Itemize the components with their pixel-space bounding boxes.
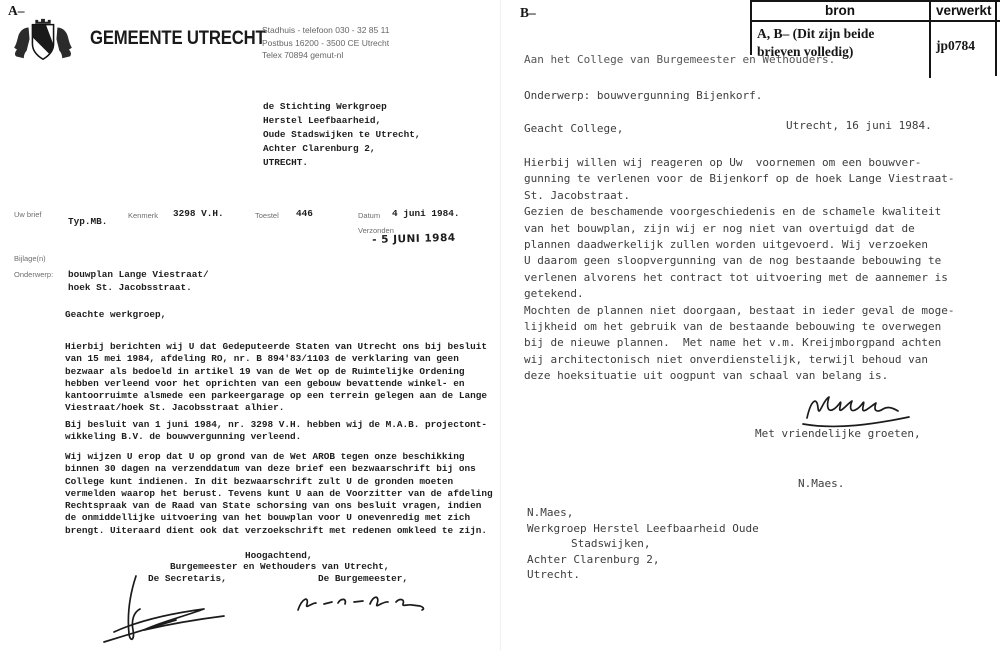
onderwerp-label: Onderwerp: (14, 270, 54, 279)
secretaris-signature (100, 572, 265, 647)
text-line: van het bouwplan, zijn wij er nog niet van overtuigd dat de (524, 221, 915, 235)
text-line: College kunt indienen. In dit bezwaarschrift zult U de gronden moeten (65, 475, 454, 487)
text-line: Wij wijzen U erop dat U op grond van de Wet AROB tegen onze beschikking (65, 451, 465, 462)
text-line: de onmiddellijke uitvoering van het bouwplan voor U onevenredig met zich (65, 512, 471, 524)
text-line: Oude Stadswijken te Utrecht, (263, 129, 421, 140)
typist-reference: Typ.MB. (68, 216, 108, 227)
table-right-border (995, 0, 997, 76)
text-line: A, B– (Dit zijn beide (757, 26, 875, 41)
text-line: Rechtspraak van de Raad van State schorsing van ons besluit vragen, indien (65, 500, 482, 512)
text-line: Utrecht. (527, 568, 580, 581)
text-line: kantoorruimte alsmede een parkeergarage op een terrein gelegen aan de Lange (65, 390, 487, 402)
text-line: Viestraat/hoek St. Jacobsstraat alhier. (65, 402, 285, 414)
text-line: Gezien de beschamende voorgeschiedenis en de schamele kwaliteit (524, 205, 942, 219)
recipient-address-block (263, 100, 421, 170)
text-line: vermelden waarop het berust. Tevens kunt U aan de Voorzitter van de afdeling (65, 487, 493, 499)
dateline: Utrecht, 16 juni 1984. (786, 119, 932, 132)
sender-org-name: GEMEENTE UTRECHT (90, 28, 266, 49)
text-line: hebben verleend voor het oprichten van een gebouw bevattende winkel- en (65, 377, 465, 389)
signature-name: N.Maes. (798, 477, 845, 490)
closing-burgemeester-label: De Burgemeester, (318, 573, 409, 584)
text-line: Telex 70894 gemut-nl (262, 50, 344, 60)
table-header-underline (750, 20, 1000, 22)
text-line: binnen 30 dagen na verzenddatum van deze brief een bezwaarschrift bij ons (65, 463, 476, 475)
text-line: Postbus 16200 - 3500 CE Utrecht (262, 37, 390, 48)
text-line: hoek St. Jacobsstraat. (68, 282, 192, 293)
table-cell-verwerkt: jp0784 (936, 38, 976, 53)
text-line: St. Jacobstraat. (524, 188, 630, 202)
text-line: Stadswijken, (571, 537, 651, 550)
closing-hoogachtend: Hoogachtend, (245, 550, 313, 561)
addressee-line: Aan het College van Burgemeester en Wethouders. (524, 53, 836, 66)
text-line: wij architectonisch niet onverdienstelijk, terwijl behoud van (524, 352, 928, 366)
letter-b-label: B– (520, 5, 536, 20)
table-header-verwerkt: verwerkt (936, 3, 992, 18)
closing-b: Met vriendelijke groeten, (755, 427, 921, 440)
toestel-value: 446 (296, 208, 313, 219)
salutation-b: Geacht College, (524, 122, 624, 135)
text-line: wikkeling B.V. de bouwvergunning verleend. (65, 431, 302, 443)
page-seam-divider (500, 0, 501, 650)
table-header-bron: bron (825, 3, 855, 18)
text-line: verlenen alvorens het contract tot uitvoering met de aannemer is (524, 270, 948, 284)
datum-label: Datum (358, 211, 381, 220)
text-line: Herstel Leefbaarheid, (263, 115, 382, 126)
text-line: N.Maes, (527, 506, 574, 519)
datum-value: 4 juni 1984. (392, 208, 460, 219)
text-line: Stadhuis - telefoon 030 - 32 85 11 (262, 25, 390, 35)
text-line: plannen daadwerkelijk zullen worden uitgevoerd. Wij verzoeken (524, 238, 928, 252)
text-line: de Stichting Werkgroep (263, 101, 387, 112)
text-line: brengt. Uiteraard dient ook dat verzoekschrift met redenen omkleed te zijn. (65, 524, 487, 536)
text-line: van 15 mei 1984, afdeling RO, nr. B 894'83/1103 de verklaring van geen (65, 353, 459, 365)
uw-brief-label: Uw brief (14, 210, 42, 219)
text-line: Achter Clarenburg 2, (263, 143, 376, 154)
verzonden-date-stamp: - 5 JUNI 1984 (372, 231, 456, 246)
text-line: Achter Clarenburg 2, (527, 552, 660, 566)
body-paragraph-3 (65, 451, 493, 537)
closing-college-line: Burgemeester en Wethouders van Utrecht, (170, 561, 390, 572)
text-line: bezwaar als bedoeld in artikel 19 van de Wet op de Ruimtelijke Ordening (65, 365, 465, 377)
utrecht-coat-of-arms-icon (12, 16, 74, 66)
burgemeester-signature (292, 590, 444, 624)
text-line: Hierbij willen wij reageren op Uw voornemen om een bouwver- (524, 156, 922, 169)
kenmerk-value: 3298 V.H. (173, 208, 224, 219)
text-line: U daarom geen sloopvergunning van de nog bestaande bebouwing te (524, 254, 942, 268)
text-line: Werkgroep Herstel Leefbaarheid Oude (527, 521, 759, 535)
text-line: lijkheid om het gebruik van de bestaande bebouwing te overwegen (524, 320, 942, 334)
sender-footer-block (527, 505, 759, 583)
text-line: Bij besluit van 1 juni 1984, nr. 3298 V.H. hebben wij de M.A.B. projectont- (65, 419, 487, 430)
closing-secretaris-label: De Secretaris, (148, 573, 227, 584)
salutation-a: Geachte werkgroep, (65, 309, 167, 320)
text-line: Mochten de plannen niet doorgaan, bestaat in ieder geval de moge- (524, 303, 955, 317)
text-line: brieven volledig) (757, 43, 854, 59)
text-line: deze hoeksituatie uit oogpunt van schaal van belang is. (524, 369, 889, 383)
text-line: Hierbij berichten wij U dat Gedeputeerde Staten van Utrecht ons bij besluit (65, 341, 487, 352)
verzonden-label: Verzonden (358, 226, 394, 235)
table-top-border (750, 0, 1000, 2)
letter-a-label: A– (8, 3, 25, 18)
toestel-label: Toestel (255, 211, 279, 220)
body-letter-b (524, 155, 954, 385)
body-paragraph-2 (65, 419, 487, 444)
text-line: getekend. (524, 287, 584, 301)
sender-contact-block (262, 24, 389, 62)
subject-line: Onderwerp: bouwvergunning Bijenkorf. (524, 89, 763, 102)
text-line: bouwplan Lange Viestraat/ (68, 269, 209, 280)
bijlagen-label: Bijlage(n) (14, 254, 46, 263)
onderwerp-value (68, 268, 209, 294)
text-line: UTRECHT. (263, 157, 309, 168)
text-line: gunning te verlenen voor de Bijenkorf op de hoek Lange Viestraat- (524, 172, 955, 186)
table-column-divider (929, 0, 931, 78)
kenmerk-label: Kenmerk (128, 211, 159, 220)
body-paragraph-1 (65, 341, 487, 415)
text-line: bij de nieuwe plannen. Met name het v.m. Kreijmborgpand achten (524, 336, 942, 350)
